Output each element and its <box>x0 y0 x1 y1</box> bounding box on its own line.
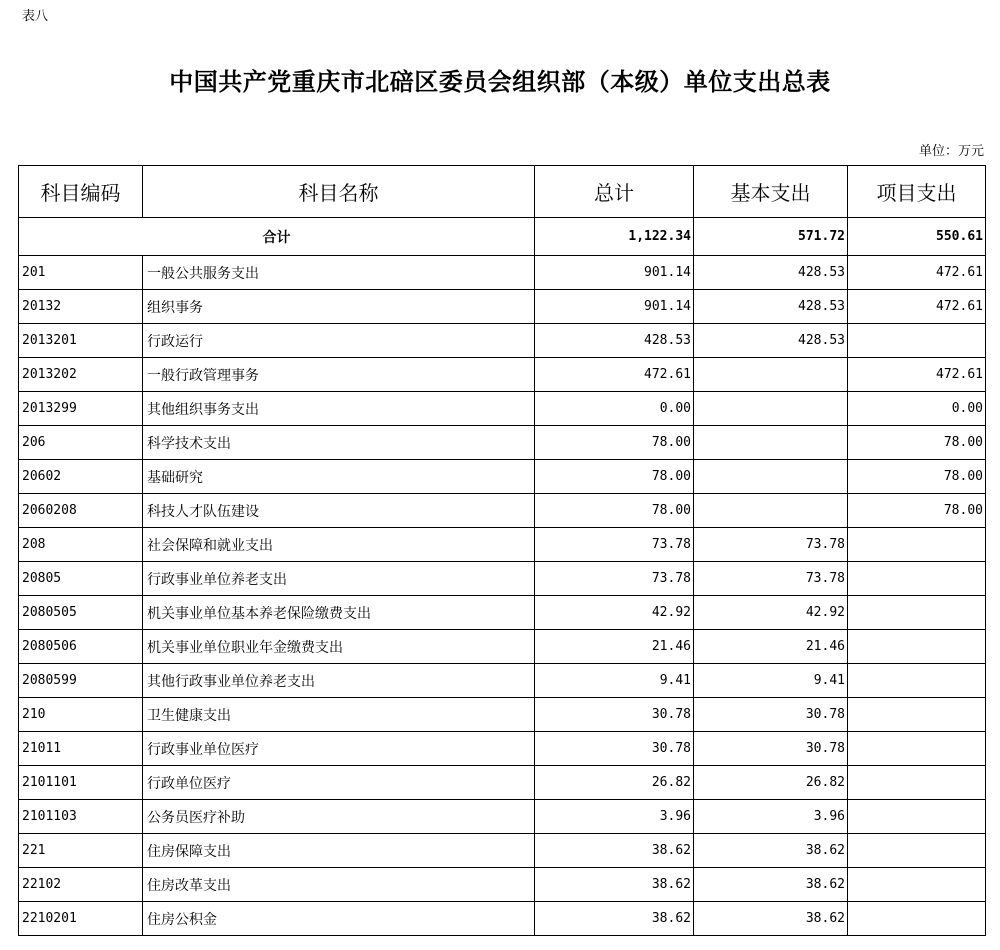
subject-name-cell: 住房改革支出 <box>143 868 535 902</box>
basic-expense-cell: 73.78 <box>694 562 848 596</box>
subject-name-cell: 科技人才队伍建设 <box>143 494 535 528</box>
project-expense-cell <box>848 664 986 698</box>
basic-expense-cell: 38.62 <box>694 868 848 902</box>
project-expense-cell: 0.00 <box>848 392 986 426</box>
basic-expense-cell <box>694 494 848 528</box>
basic-expense-cell <box>694 426 848 460</box>
total-sum: 1,122.34 <box>535 218 694 256</box>
project-expense-cell: 472.61 <box>848 358 986 392</box>
basic-expense-cell <box>694 392 848 426</box>
basic-expense-cell: 38.62 <box>694 902 848 936</box>
subject-name-cell: 行政运行 <box>143 324 535 358</box>
unit-label: 单位：万元 <box>918 144 984 159</box>
subject-code-cell: 22102 <box>19 868 143 902</box>
project-expense-cell <box>848 766 986 800</box>
page-title: 中国共产党重庆市北碚区委员会组织部（本级）单位支出总表 <box>169 67 831 96</box>
subject-code-cell: 221 <box>19 834 143 868</box>
basic-expense-cell: 42.92 <box>694 596 848 630</box>
subject-code-cell: 210 <box>19 698 143 732</box>
basic-expense-cell: 26.82 <box>694 766 848 800</box>
project-expense-cell <box>848 698 986 732</box>
subject-code-cell: 208 <box>19 528 143 562</box>
table-row <box>19 902 986 936</box>
column-header-code: 科目编码 <box>19 166 143 218</box>
subject-name-cell: 公务员医疗补助 <box>143 800 535 834</box>
table-row <box>19 800 986 834</box>
subject-code-cell: 2013299 <box>19 392 143 426</box>
subject-name-cell: 住房公积金 <box>143 902 535 936</box>
subject-code-cell: 201 <box>19 256 143 290</box>
basic-expense-cell: 428.53 <box>694 324 848 358</box>
subject-code-cell: 20132 <box>19 290 143 324</box>
project-expense-cell: 78.00 <box>848 460 986 494</box>
table-number-label: 表八 <box>22 9 49 24</box>
project-expense-cell: 78.00 <box>848 494 986 528</box>
table-row <box>19 256 986 290</box>
total-cell: 38.62 <box>535 902 694 936</box>
table-row <box>19 460 986 494</box>
total-cell: 26.82 <box>535 766 694 800</box>
total-cell: 9.41 <box>535 664 694 698</box>
total-cell: 30.78 <box>535 732 694 766</box>
subject-code-cell: 2080505 <box>19 596 143 630</box>
total-cell: 42.92 <box>535 596 694 630</box>
table-header-row <box>19 166 986 218</box>
table-row <box>19 868 986 902</box>
project-expense-cell <box>848 596 986 630</box>
basic-expense-cell <box>694 358 848 392</box>
project-expense-cell <box>848 732 986 766</box>
total-cell: 78.00 <box>535 494 694 528</box>
subject-code-cell: 206 <box>19 426 143 460</box>
project-expense-cell: 472.61 <box>848 290 986 324</box>
table-row <box>19 528 986 562</box>
subject-code-cell: 2101103 <box>19 800 143 834</box>
total-basic: 571.72 <box>694 218 848 256</box>
subject-name-cell: 机关事业单位基本养老保险缴费支出 <box>143 596 535 630</box>
project-expense-cell <box>848 528 986 562</box>
project-expense-cell <box>848 800 986 834</box>
project-expense-cell: 472.61 <box>848 256 986 290</box>
table-row <box>19 358 986 392</box>
project-expense-cell <box>848 868 986 902</box>
table-row <box>19 698 986 732</box>
total-project: 550.61 <box>848 218 986 256</box>
table-row <box>19 494 986 528</box>
subject-name-cell: 一般公共服务支出 <box>143 256 535 290</box>
total-cell: 38.62 <box>535 834 694 868</box>
total-cell: 38.62 <box>535 868 694 902</box>
subject-name-cell: 组织事务 <box>143 290 535 324</box>
basic-expense-cell: 3.96 <box>694 800 848 834</box>
total-cell: 472.61 <box>535 358 694 392</box>
subject-name-cell: 科学技术支出 <box>143 426 535 460</box>
table-row <box>19 324 986 358</box>
subject-code-cell: 2210201 <box>19 902 143 936</box>
subject-name-cell: 其他行政事业单位养老支出 <box>143 664 535 698</box>
basic-expense-cell: 428.53 <box>694 290 848 324</box>
total-cell: 30.78 <box>535 698 694 732</box>
total-cell: 428.53 <box>535 324 694 358</box>
table-row <box>19 766 986 800</box>
project-expense-cell: 78.00 <box>848 426 986 460</box>
total-cell: 21.46 <box>535 630 694 664</box>
subject-name-cell: 社会保障和就业支出 <box>143 528 535 562</box>
project-expense-cell <box>848 834 986 868</box>
basic-expense-cell: 73.78 <box>694 528 848 562</box>
total-cell: 0.00 <box>535 392 694 426</box>
table-row <box>19 426 986 460</box>
total-cell: 901.14 <box>535 290 694 324</box>
project-expense-cell <box>848 902 986 936</box>
table-row <box>19 562 986 596</box>
column-header-project: 项目支出 <box>848 166 986 218</box>
subject-code-cell: 2101101 <box>19 766 143 800</box>
project-expense-cell <box>848 630 986 664</box>
subject-code-cell: 2060208 <box>19 494 143 528</box>
total-label: 合计 <box>19 218 535 256</box>
column-header-basic: 基本支出 <box>694 166 848 218</box>
basic-expense-cell: 21.46 <box>694 630 848 664</box>
subject-name-cell: 其他组织事务支出 <box>143 392 535 426</box>
table-row <box>19 834 986 868</box>
basic-expense-cell: 30.78 <box>694 732 848 766</box>
basic-expense-cell <box>694 460 848 494</box>
total-row <box>19 218 986 256</box>
subject-code-cell: 20602 <box>19 460 143 494</box>
table-row <box>19 630 986 664</box>
subject-code-cell: 2080506 <box>19 630 143 664</box>
table-row <box>19 596 986 630</box>
column-header-name: 科目名称 <box>143 166 535 218</box>
subject-name-cell: 行政单位医疗 <box>143 766 535 800</box>
table-row <box>19 664 986 698</box>
subject-code-cell: 2013201 <box>19 324 143 358</box>
subject-code-cell: 2013202 <box>19 358 143 392</box>
column-header-total: 总计 <box>535 166 694 218</box>
basic-expense-cell: 9.41 <box>694 664 848 698</box>
basic-expense-cell: 38.62 <box>694 834 848 868</box>
subject-code-cell: 21011 <box>19 732 143 766</box>
expense-summary-table <box>18 165 986 936</box>
basic-expense-cell: 30.78 <box>694 698 848 732</box>
table-row <box>19 392 986 426</box>
total-cell: 3.96 <box>535 800 694 834</box>
table-row <box>19 732 986 766</box>
table-row <box>19 290 986 324</box>
total-cell: 901.14 <box>535 256 694 290</box>
subject-name-cell: 机关事业单位职业年金缴费支出 <box>143 630 535 664</box>
project-expense-cell <box>848 324 986 358</box>
total-cell: 73.78 <box>535 562 694 596</box>
subject-name-cell: 卫生健康支出 <box>143 698 535 732</box>
subject-name-cell: 一般行政管理事务 <box>143 358 535 392</box>
subject-name-cell: 住房保障支出 <box>143 834 535 868</box>
project-expense-cell <box>848 562 986 596</box>
subject-code-cell: 2080599 <box>19 664 143 698</box>
total-cell: 73.78 <box>535 528 694 562</box>
subject-name-cell: 行政事业单位医疗 <box>143 732 535 766</box>
subject-code-cell: 20805 <box>19 562 143 596</box>
total-cell: 78.00 <box>535 426 694 460</box>
subject-name-cell: 基础研究 <box>143 460 535 494</box>
total-cell: 78.00 <box>535 460 694 494</box>
subject-name-cell: 行政事业单位养老支出 <box>143 562 535 596</box>
basic-expense-cell: 428.53 <box>694 256 848 290</box>
